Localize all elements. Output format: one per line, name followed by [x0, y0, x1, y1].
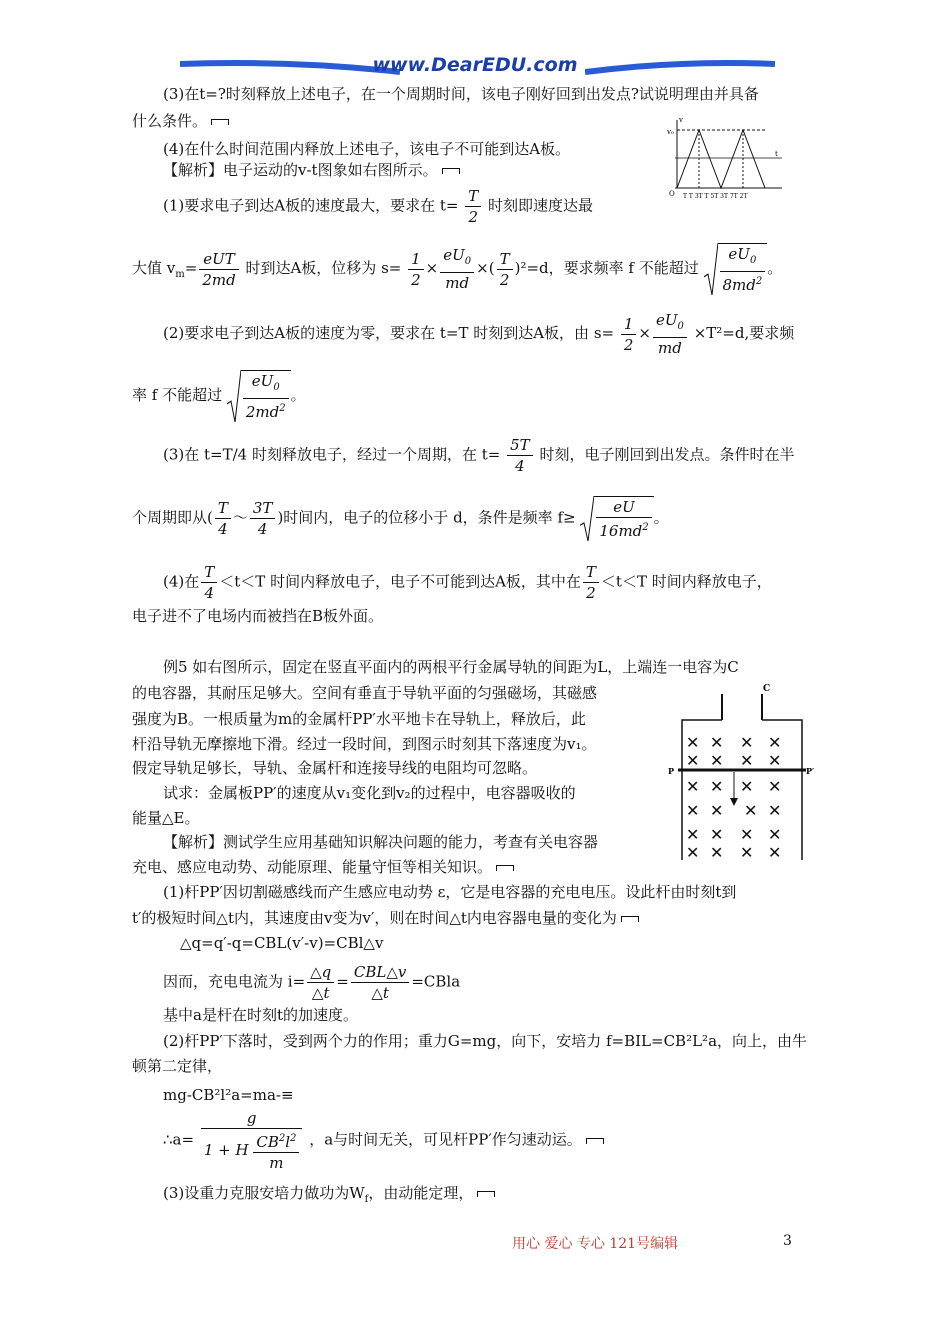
solution-1-line1: (1)杆PP′因切割磁感线而产生感应电动势 ε，它是电容器的充电电压。设此杆由时刻t到 — [163, 883, 737, 901]
q4-line: (4)在什么时间范围内释放上述电子，该电子不可能到达A板。 — [163, 140, 571, 158]
vt-graph — [657, 110, 787, 210]
svg-text:t: t — [775, 150, 778, 158]
svg-text:✕: ✕ — [740, 733, 754, 752]
analysis-2-line1: 【解析】测试学生应用基础知识解决问题的能力，考查有关电容器 — [163, 833, 599, 851]
example5-line5: 假定导轨足够长，导轨、金属杆和连接导线的电阻均可忽略。 — [132, 759, 538, 777]
svg-text:P′: P′ — [806, 766, 815, 776]
example5-line2: 的电容器，其耐压足够大。空间有垂直于导轨平面的匀强磁场，其磁感 — [132, 684, 598, 702]
solution-3: (3)设重力克服安培力做功为$W_f$，由动能定理， — [163, 1183, 495, 1210]
example5-line7: 能量△E。 — [132, 809, 200, 827]
analysis-1: 【解析】电子运动的v-t图象如右图所示。 — [163, 160, 460, 180]
svg-text:✕: ✕ — [740, 843, 754, 862]
answer-2-line2: 率 f 不能超过 $\frac{eU_0}{2md^2}$ 。 — [132, 372, 306, 421]
svg-text:✕: ✕ — [710, 825, 724, 844]
svg-text:✕: ✕ — [710, 843, 724, 862]
answer-3-line2: 个周期即从( $\frac{T}{4}$ ～ $\frac{3T}{4}$ )时间内，电子的位移小于 d，条件是频率 f≥ $\frac{eU}{16md^2}$ 。 — [132, 498, 669, 540]
analysis-2-line2: 充电、感应电动势、动能原理、能量守恒等相关知识。 — [132, 857, 514, 877]
svg-text:✕: ✕ — [768, 825, 782, 844]
svg-text:✕: ✕ — [768, 843, 782, 862]
solution-1-current: 因而，充电电流为 i= $\frac{\triangle q}{\triangle t}$ = $\frac{\text{CBL△v}}{\triangle t}$ =CBla — [163, 963, 461, 1002]
example5-line6: 试求：金属板PP′的速度从v₁变化到v₂的过程中，电容器吸收的 — [163, 784, 576, 802]
example5-line1: 例5 如右图所示，固定在竖直平面内的两根平行金属导轨的间距为L，上端连一电容为C — [163, 658, 739, 676]
svg-text:✕: ✕ — [768, 801, 782, 820]
svg-text:v₀: v₀ — [667, 128, 674, 136]
solution-2-line2: 顿第二定律， — [132, 1057, 223, 1075]
svg-text:✕: ✕ — [710, 733, 724, 752]
page-number: 3 — [783, 1233, 792, 1249]
svg-text:✕: ✕ — [686, 801, 700, 820]
q3-line2: 什么条件。 — [132, 111, 229, 131]
rail-capacitor-figure — [668, 682, 818, 867]
page-footer: 用心 爱心 专心 121号编辑 — [512, 1236, 679, 1252]
answer-2-line1: (2)要求电子到达A板的速度为零，要求在 t=T 时刻到达A板，由 s= $\frac{1}{2}$ × $\frac{eU_0}{md}$ ×T²=d,要求频 — [163, 311, 795, 357]
example5-line4: 杆沿导轨无摩擦地下滑。经过一段时间，到图示时刻其下落速度为v₁。 — [132, 735, 597, 753]
answer-4-line1: (4)在 $\frac{T}{4}$ ＜t＜T 时间内释放电子，电子不可能到达A板，其中在 $\frac{T}{2}$ ＜t＜T 时间内释放电子， — [163, 563, 772, 602]
svg-text:✕: ✕ — [744, 801, 758, 820]
svg-text:✕: ✕ — [710, 801, 724, 820]
svg-text:✕: ✕ — [740, 825, 754, 844]
solution-1-note: 基中a是杆在时刻t的加速度。 — [163, 1006, 358, 1024]
svg-text:v: v — [679, 116, 683, 124]
solution-1-line2: t′的极短时间△t内，其速度由v变为v′，则在时间△t内电容器电量的变化为 — [132, 908, 639, 928]
answer-3-line1: (3)在 t=T/4 时刻释放电子，经过一个周期，在 t= $\frac{5T}{4}$ 时刻，电子刚回到出发点。条件时在半 — [163, 436, 795, 475]
svg-text:✕: ✕ — [768, 751, 782, 770]
example5-line3: 强度为B。一根质量为m的金属杆PP′水平地卡在导轨上，释放后，此 — [132, 710, 586, 728]
svg-text:✕: ✕ — [686, 843, 700, 862]
solution-2-eq: mg-CB²l²a=ma-≡ — [163, 1086, 294, 1104]
svg-text:✕: ✕ — [710, 751, 724, 770]
svg-text:C: C — [763, 684, 771, 694]
svg-text:✕: ✕ — [686, 751, 700, 770]
svg-text:✕: ✕ — [686, 825, 700, 844]
svg-text:✕: ✕ — [686, 777, 700, 796]
svg-text:✕: ✕ — [710, 777, 724, 796]
svg-text:✕: ✕ — [768, 733, 782, 752]
solution-2-line1: (2)杆PP′下落时，受到两个力的作用；重力G=mg，向下，安培力 f=BIL=CB²L²a，向上，由牛 — [163, 1032, 808, 1050]
solution-2-accel: ∴a= g 1 + H $\frac{CB^2l^2}{m}$ ，a与时间无关，可见杆PP′作匀速动运。 — [163, 1108, 604, 1173]
solution-1-eq: △q=q′-q=CBL(v′-v)=CBl△v — [180, 934, 384, 952]
svg-text:✕: ✕ — [740, 777, 754, 796]
svg-text:O: O — [669, 190, 675, 198]
svg-text:✕: ✕ — [740, 751, 754, 770]
svg-text:P: P — [668, 766, 675, 776]
svg-text:✕: ✕ — [686, 733, 700, 752]
q3-line1: (3)在t=?时刻释放上述电子，在一个周期时间，该电子刚好回到出发点?试说明理由并具备 — [163, 85, 759, 103]
answer-4-line2: 电子进不了电场内而被挡在B板外面。 — [132, 607, 384, 625]
svg-text:✕: ✕ — [768, 777, 782, 796]
answer-1-line1: (1)要求电子到达A板的速度最大，要求在 t= $\frac{T}{2}$ 时刻即速度达最 — [163, 187, 594, 226]
answer-1-line2: 大值 $v_m=$ $\frac{\text{eUT}}{2md}$ 时到达A板，位移为 s= $\frac{1}{2}$ × $\frac{eU_0}{md}$ ×( $\frac{T}{2}$ )²=d，要求频率 f 不能超过 $\frac{eU_0}{8md^2}$ 。 — [132, 245, 783, 294]
svg-text:T T 3T T 5T 3T 7T 2T: T T 3T T 5T 3T 7T 2T — [683, 193, 748, 200]
header-brand: www.DearEDU.com — [372, 54, 578, 76]
